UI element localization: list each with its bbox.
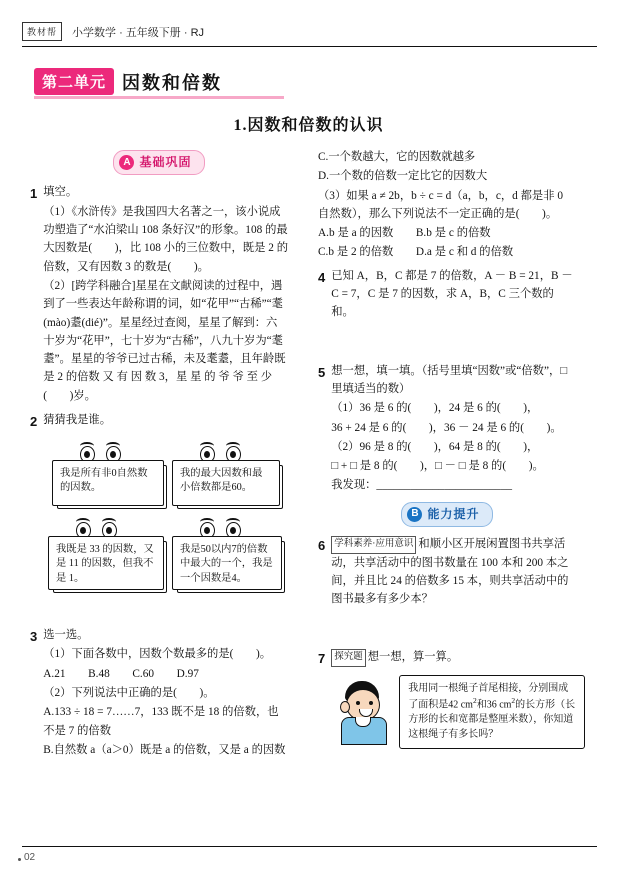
banner-3: 我既是 33 的因数，又是 11 的因数，但我不是 1。 [48, 536, 164, 590]
header-title: 小学数学 · 五年级下册 · RJ [72, 26, 205, 39]
question-3-options-1: A.21 B.48 C.60 D.97 [43, 667, 199, 680]
unit-name: 因数和倍数 [122, 72, 223, 93]
question-3-option-c: C.一个数越大，它的因数就越多 [318, 151, 476, 163]
question-5-number: 5 [318, 364, 326, 380]
question-7-stem: 想一想，算一算。 [367, 651, 459, 664]
question-3-part-3: （3）如果 a ≠ 2b，b ÷ c = d（a，b，c，d 都是非 0 自然数），那么下列说法不一定正确的是( )。 [318, 189, 563, 220]
question-2-stem: 猜猜我是谁。 [43, 414, 112, 426]
question-6-tag: 学科素养·应用意识 [331, 536, 416, 553]
speech-bubble [399, 675, 585, 749]
answer-space-4 [331, 323, 576, 357]
banner-4: 我是50以内7的倍数中最大的一个，我是一个因数是4。 [172, 536, 282, 590]
question-3-option-d: D.一个数的倍数一定比它的因数大 [318, 170, 488, 183]
bubble-sup-2: 2 [511, 696, 516, 706]
question-2 [30, 411, 288, 432]
bubble-text-post: 的长方形（长方形的长和宽都是整厘米数），你知道这根绳子有多长吗？ [408, 699, 576, 740]
unit-underline [34, 96, 284, 99]
left-column [30, 148, 288, 760]
question-3-options-ab: A.b 是 a 的因数 B.b 是 c 的倍数 [318, 227, 491, 240]
question-3-number: 3 [30, 629, 38, 645]
question-5 [318, 362, 576, 496]
question-5-part-1b: 36 + 24 是 6 的( )，36 － 24 是 6 的( )。 [331, 421, 562, 434]
question-3-option-b: B.自然数 a（a＞0）既是 a 的倍数，又是 a 的因数 [43, 743, 286, 756]
bubble-text-mid: 和 [476, 699, 487, 711]
section-b-letter: B [407, 507, 422, 522]
brand-badge: 教材帮 [22, 22, 62, 41]
question-5-finding: 我发现：________________________ [331, 479, 512, 492]
question-2-figure [30, 436, 288, 621]
header-divider [22, 46, 597, 47]
question-1-number: 1 [30, 186, 38, 202]
unit-title-row [34, 68, 222, 95]
question-6-text: 和顺小区开展闲置图书共享活动，共享活动中的图书数量在 100 本和 200 本之间，并且比 24 的倍数多 15 本，则共享活动中的图书最多有多少本？ [331, 538, 569, 606]
question-1 [30, 183, 288, 406]
answer-space-6 [331, 609, 576, 643]
footer-divider [22, 846, 597, 847]
question-3-options-cd: C.b 是 2 的倍数 D.a 是 c 和 d 的倍数 [318, 246, 514, 259]
footer-dot [18, 858, 21, 861]
question-4-text: 已知 A，B，C 都是 7 的倍数，A － B = 21，B － C = 7，C 是 7 的因数，求 A，B，C 三个数的和。 [331, 269, 573, 319]
section-a-letter: A [119, 155, 134, 170]
question-7-tag: 探究题 [331, 649, 366, 666]
section-title: 1.因数和倍数的认识 [233, 117, 384, 134]
question-6-body [331, 535, 576, 608]
question-5-part-2b: □ + □ 是 8 的( )，□ － □ 是 8 的( )。 [331, 460, 544, 473]
boy-avatar-icon [339, 681, 391, 741]
section-b-header [318, 502, 576, 527]
page-number: 02 [24, 852, 36, 863]
unit-tag: 第二单元 [34, 68, 114, 95]
bubble-text-pre: 我用同一根绳子首尾相接，分别围成了面积是 [408, 682, 569, 711]
question-7-figure [337, 673, 576, 751]
section-a-header [30, 150, 288, 175]
banner-1: 我是所有非0自然数的因数。 [52, 460, 164, 506]
question-3-part-2: （2）下列说法中正确的是( )。 [43, 686, 215, 699]
right-column [318, 148, 576, 751]
question-3-option-a: A.133 ÷ 18 = 7……7，133 既不是 18 的倍数，也不是 7 的倍数 [43, 706, 279, 737]
question-4 [318, 267, 576, 357]
section-a-label: 基础巩固 [139, 155, 192, 169]
question-3-stem: 选一选。 [43, 629, 89, 642]
question-1-stem: 填空。 [43, 186, 78, 199]
bubble-num-1: 42 cm [448, 699, 473, 711]
question-6 [318, 535, 576, 643]
question-5-stem: 想一想，填一填。（括号里填“因数”或“倍数”，□里填适当的数） [331, 364, 568, 395]
question-1-part-2: （2）[跨学科融合]星星在文献阅读的过程中，遇到了一些表达年龄称谓的词，如“花甲”“古稀”“耄(mào)耋(dié)”。星星经过查阅，星星了解到：六十岁为“花甲”，七十岁为“古稀”，八九十岁为“耄耋”。星星的爷爷已过古稀，未及耄耋，且年龄既是 2 的倍数 又 有 因 数 3，星 星 的 爷 爷 至 少( )岁。 [43, 279, 286, 402]
question-4-number: 4 [318, 269, 326, 285]
question-3 [30, 626, 288, 760]
question-7-body [331, 648, 576, 666]
question-5-part-1a: （1）36 是 6 的( )，24 是 6 的( )， [331, 402, 539, 415]
bubble-num-2: 36 cm [486, 699, 512, 711]
question-2-number: 2 [30, 414, 38, 429]
question-7 [318, 648, 576, 750]
banner-2: 我的最大因数和最小倍数都是60。 [172, 460, 280, 506]
question-6-number: 6 [318, 538, 326, 554]
bubble-sup-1: 2 [472, 696, 477, 706]
question-5-part-2a: （2）96 是 8 的( )，64 是 8 的( )， [331, 440, 539, 453]
section-b-label: 能力提升 [427, 506, 480, 521]
page-header [22, 22, 597, 41]
question-7-number: 7 [318, 651, 326, 667]
question-1-part-1: （1）《水浒传》是我国四大名著之一，该小说成功塑造了“水泊梁山 108 条好汉”的形象。108 的最大因数是( )，比 108 小的三位数中，既是 2 的倍数，又有因数 3 的数是( )。 [43, 205, 288, 273]
question-3-part-1: （1）下面各数中，因数个数最多的是( )。 [43, 648, 272, 661]
